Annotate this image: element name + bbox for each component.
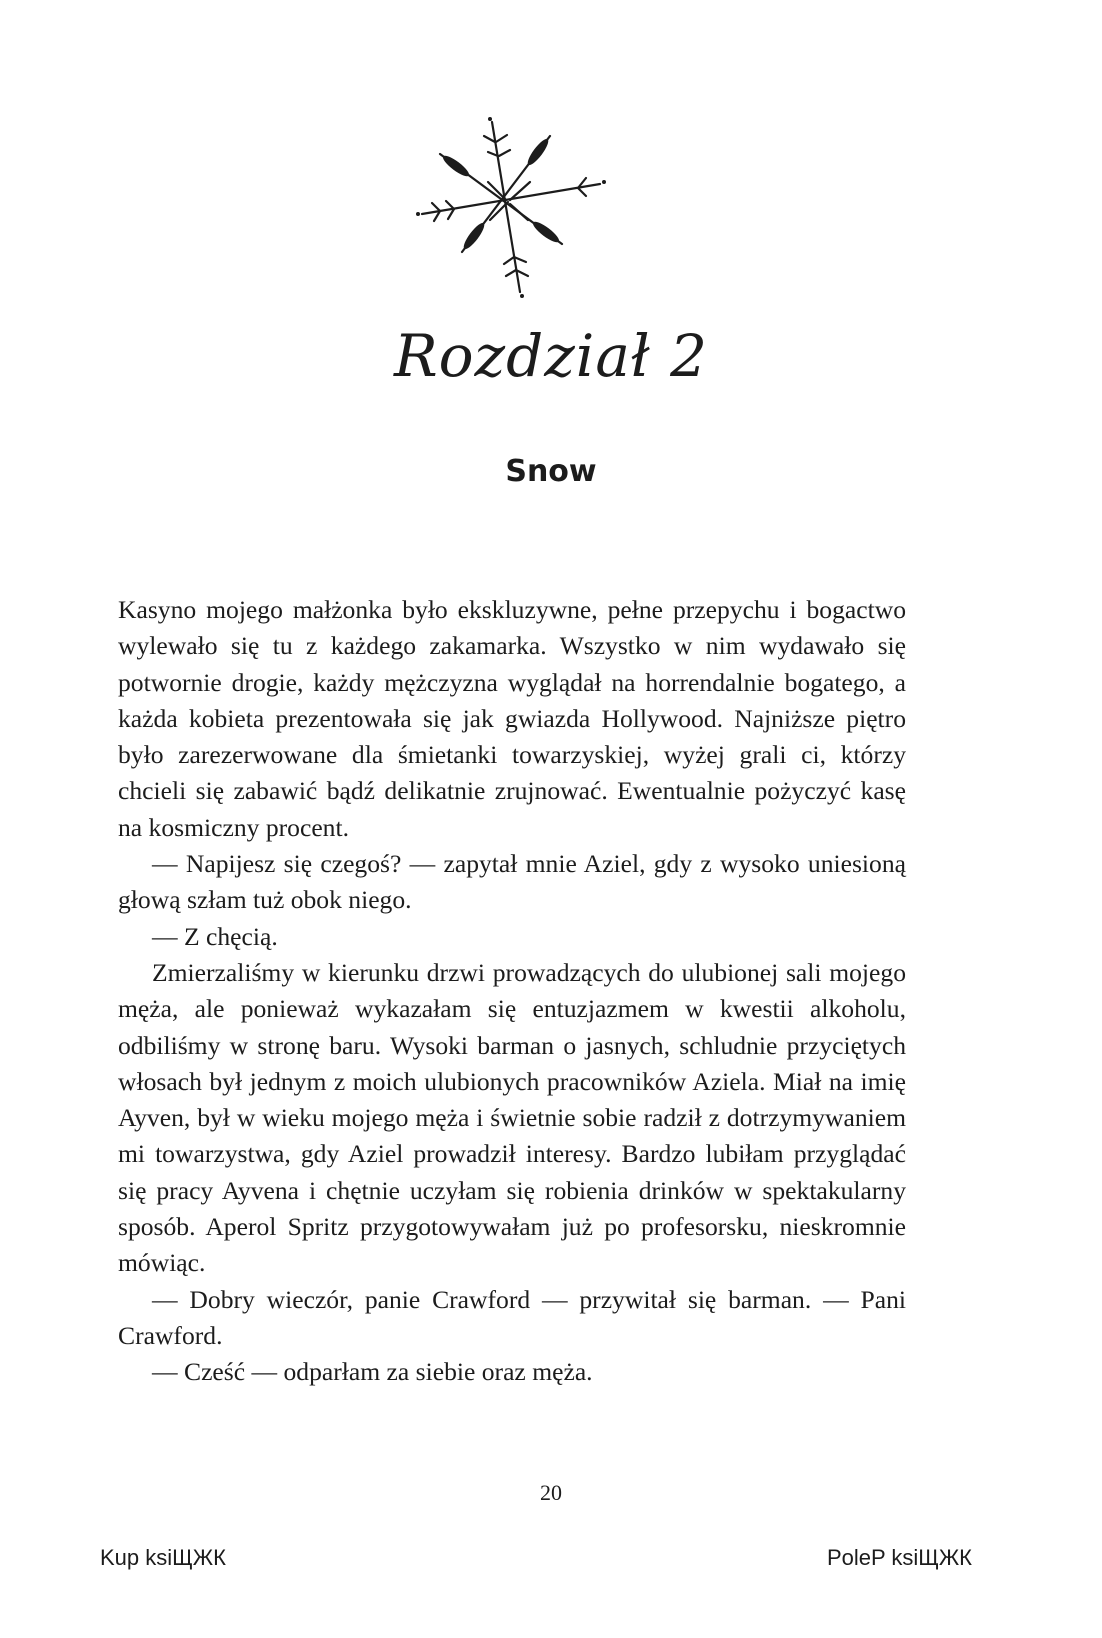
paragraph: — Cześć — odparłam za siebie oraz męża.: [152, 1357, 593, 1387]
paragraph: — Dobry wieczór, panie Crawford — przywitał się barman. — Pani Crawford.: [118, 1284, 906, 1350]
paragraph: — Z chęcią.: [152, 921, 278, 951]
snowflake-icon: [410, 112, 610, 302]
page-number: 20: [540, 1480, 562, 1505]
footer-buy-link[interactable]: Kup ksiЩЖК: [100, 1545, 226, 1570]
paragraph: — Napijesz się czegoś? — zapytał mnie Aziel, gdy z wysoko uniesioną głową szłam tuż obok niego.: [118, 849, 906, 915]
chapter-subtitle: Snow: [505, 454, 597, 489]
footer-recommend-link[interactable]: PoleP ksiЩЖК: [826, 1545, 972, 1570]
paragraph: Kasyno mojego małżonka było ekskluzywne, pełne przepychu i bogactwo wylewało się tu z każdego zakamarka. Wszystko w nim wydawało się potwornie drogie, każdy mężczyzna wyglądał na horrendalnie bogatego, a każda kobieta prezentowała się jak gwiazda Hollywood. Najniższe piętro było zarezerwowane dla śmietanki towarzyskiej, wyżej grali ci, którzy chcieli się zabawić bądź delikatnie zrujnować. Ewentualnie pożyczyć kasę na kosmiczny procent.: [118, 595, 906, 842]
paragraph: Zmierzaliśmy w kierunku drzwi prowadzących do ulubionej sali mojego męża, ale ponieważ wykazałam się entuzjazmem w kwestii alkoholu, odbiliśmy w stronę baru. Wysoki barman o jasnych, schludnie przyciętych włosach był jednym z moich ulubionych pracowników Aziela. Miał na imię Ayven, był w wieku mojego męża i świetnie sobie radził z dotrzymywaniem mi towarzystwa, gdy Aziel prowadził interesy. Bardzo lubiłam przyglądać się pracy Ayvena i chętnie uczyłam się robienia drinków w spektakularny sposób. Aperol Spritz przygotowywałam już po profesorsku, nieskromnie mówiąc.: [118, 957, 906, 1278]
chapter-title: Rozdział 2: [393, 322, 709, 390]
chapter-body: [118, 592, 906, 1391]
